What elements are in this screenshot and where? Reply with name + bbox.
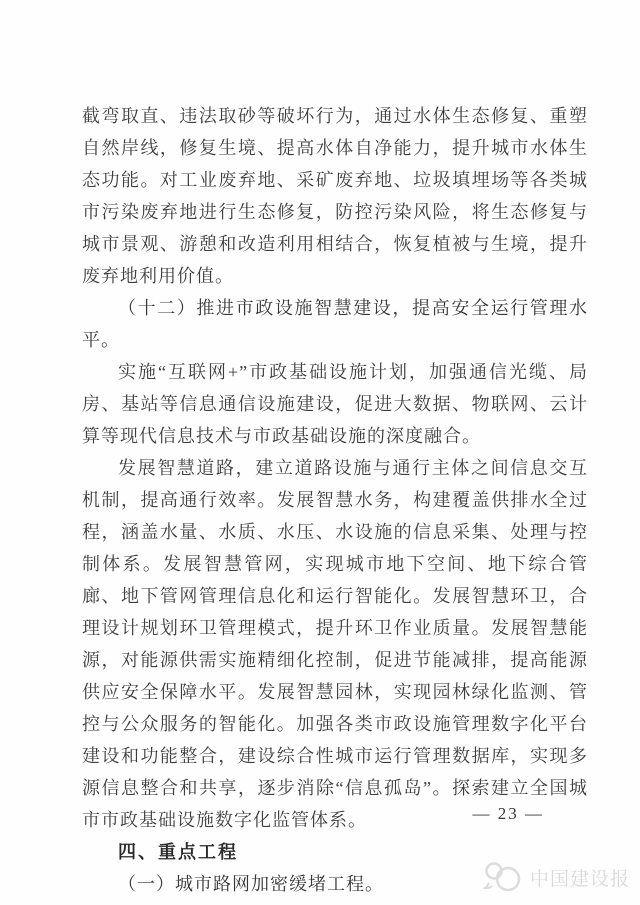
- publisher-watermark: [483, 861, 630, 893]
- paragraph-internet-plus: 实施“互联网+”市政基础设施计划，加强通信光缆、局房、基站等信息通信设施建设，促进大数据、物联网、云计算等现代信息技术与市政基础设施的深度融合。: [82, 362, 588, 446]
- section-heading-12: （十二）推进市政设施智慧建设，提高安全运行管理水平。: [82, 298, 588, 350]
- china-construction-news-logo-icon: [483, 861, 525, 893]
- section-heading-key-projects: 四、重点工程: [118, 842, 238, 862]
- watermark-label: 中国建设报: [529, 868, 630, 890]
- paragraph-ecology-restoration: 截弯取直、违法取砂等破坏行为，通过水体生态修复、重塑自然岸线，修复生境、提高水体自净能力，提升城市水体生态功能。对工业废弃地、采矿废弃地、垃圾填埋场等各类城市污染废弃地进行生态修复，防控污染风险，将生态修复与城市景观、游憩和改造利用相结合，恢复植被与生境，提升废弃地利用价值。: [82, 106, 588, 286]
- document-body: [82, 100, 588, 900]
- paragraph-smart-infrastructure: 发展智慧道路，建立道路设施与通行主体之间信息交互机制，提高通行效率。发展智慧水务，构建覆盖供排水全过程，涵盖水量、水质、水压、水设施的信息采集、处理与控制体系。发展智慧管网，实现城市地下空间、地下综合管廊、地下管网管理信息化和运行智能化。发展智慧环卫，合理设计规划环卫管理模式，提升环卫作业质量。发展智慧能源，对能源供需实施精细化控制，促进节能减排，提高能源供应安全保障水平。发展智慧园林，实现园林绿化监测、管控与公众服务的智能化。加强各类市政设施管理数字化平台建设和功能整合，建设综合性城市运行管理数据库，实现多源信息整合和共享，逐步消除“信息孤岛”。探索建立全国城市市政基础设施数字化监管体系。: [82, 458, 588, 830]
- subsection-heading-road-network: （一）城市路网加密缓堵工程。: [118, 874, 384, 894]
- page-number: — 23 —: [472, 804, 544, 823]
